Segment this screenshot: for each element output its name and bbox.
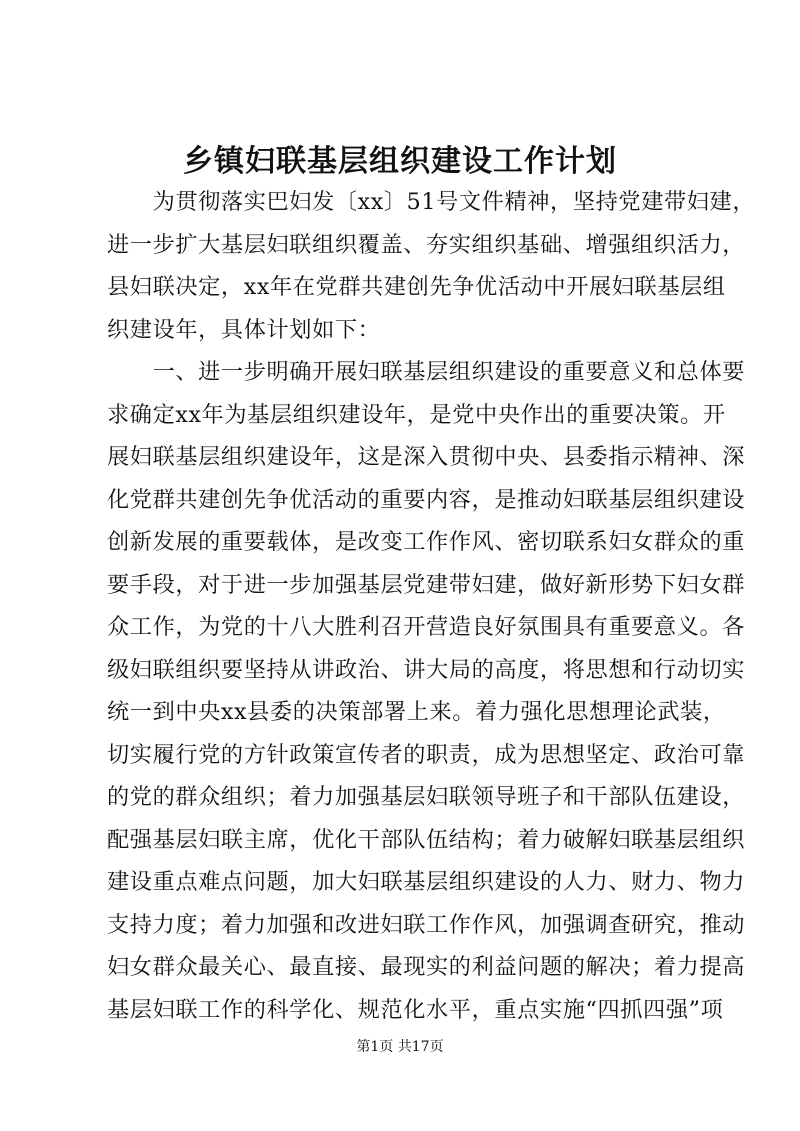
body-line: 县妇联决定，xx年在党群共建创先争优活动中开展妇联基层组 <box>107 274 726 300</box>
page-number: 第1页 共17页 <box>356 1039 444 1055</box>
body-line: 的党的群众组织；着力加强基层妇联领导班子和干部队伍建设， <box>107 784 746 810</box>
body-line: 统一到中央xx县委的决策部署上来。着力强化思想理论武装， <box>107 699 726 725</box>
body-line: 级妇联组织要坚持从讲政治、讲大局的高度，将思想和行动切实 <box>107 657 746 683</box>
body-line: 化党群共建创先争优活动的重要内容，是推动妇联基层组织建设 <box>107 487 746 513</box>
body-line: 配强基层妇联主席，优化干部队伍结构；着力破解妇联基层组织 <box>107 827 746 853</box>
document-title: 乡镇妇联基层组织建设工作计划 <box>183 144 617 179</box>
body-line: 进一步扩大基层妇联组织覆盖、夯实组织基础、增强组织活力， <box>107 232 746 258</box>
body-line: 支持力度；着力加强和改进妇联工作作风，加强调查研究，推动 <box>107 912 746 938</box>
body-line: 创新发展的重要载体，是改变工作作风、密切联系妇女群众的重 <box>107 529 746 555</box>
body-line: 众工作，为党的十八大胜利召开营造良好氛围具有重要意义。各 <box>107 614 746 640</box>
body-line: 基层妇联工作的科学化、规范化水平，重点实施“四抓四强”项 <box>107 997 724 1023</box>
body-line: 为贯彻落实巴妇发〔xx〕51号文件精神，坚持党建带妇建， <box>107 189 756 215</box>
body-line: 一、进一步明确开展妇联基层组织建设的重要意义和总体要 <box>107 359 746 385</box>
body-line: 建设重点难点问题，加大妇联基层组织建设的人力、财力、物力 <box>107 869 746 895</box>
body-line: 求确定xx年为基层组织建设年，是党中央作出的重要决策。开 <box>107 402 726 428</box>
body-line: 妇女群众最关心、最直接、最现实的利益问题的解决；着力提高 <box>107 954 746 980</box>
body-line: 要手段，对于进一步加强基层党建带妇建，做好新形势下妇女群 <box>107 572 746 598</box>
body-line: 切实履行党的方针政策宣传者的职责，成为思想坚定、政治可靠 <box>107 742 746 768</box>
body-line: 展妇联基层组织建设年，这是深入贯彻中央、县委指示精神、深 <box>107 444 746 470</box>
body-line: 织建设年，具体计划如下： <box>107 317 381 343</box>
